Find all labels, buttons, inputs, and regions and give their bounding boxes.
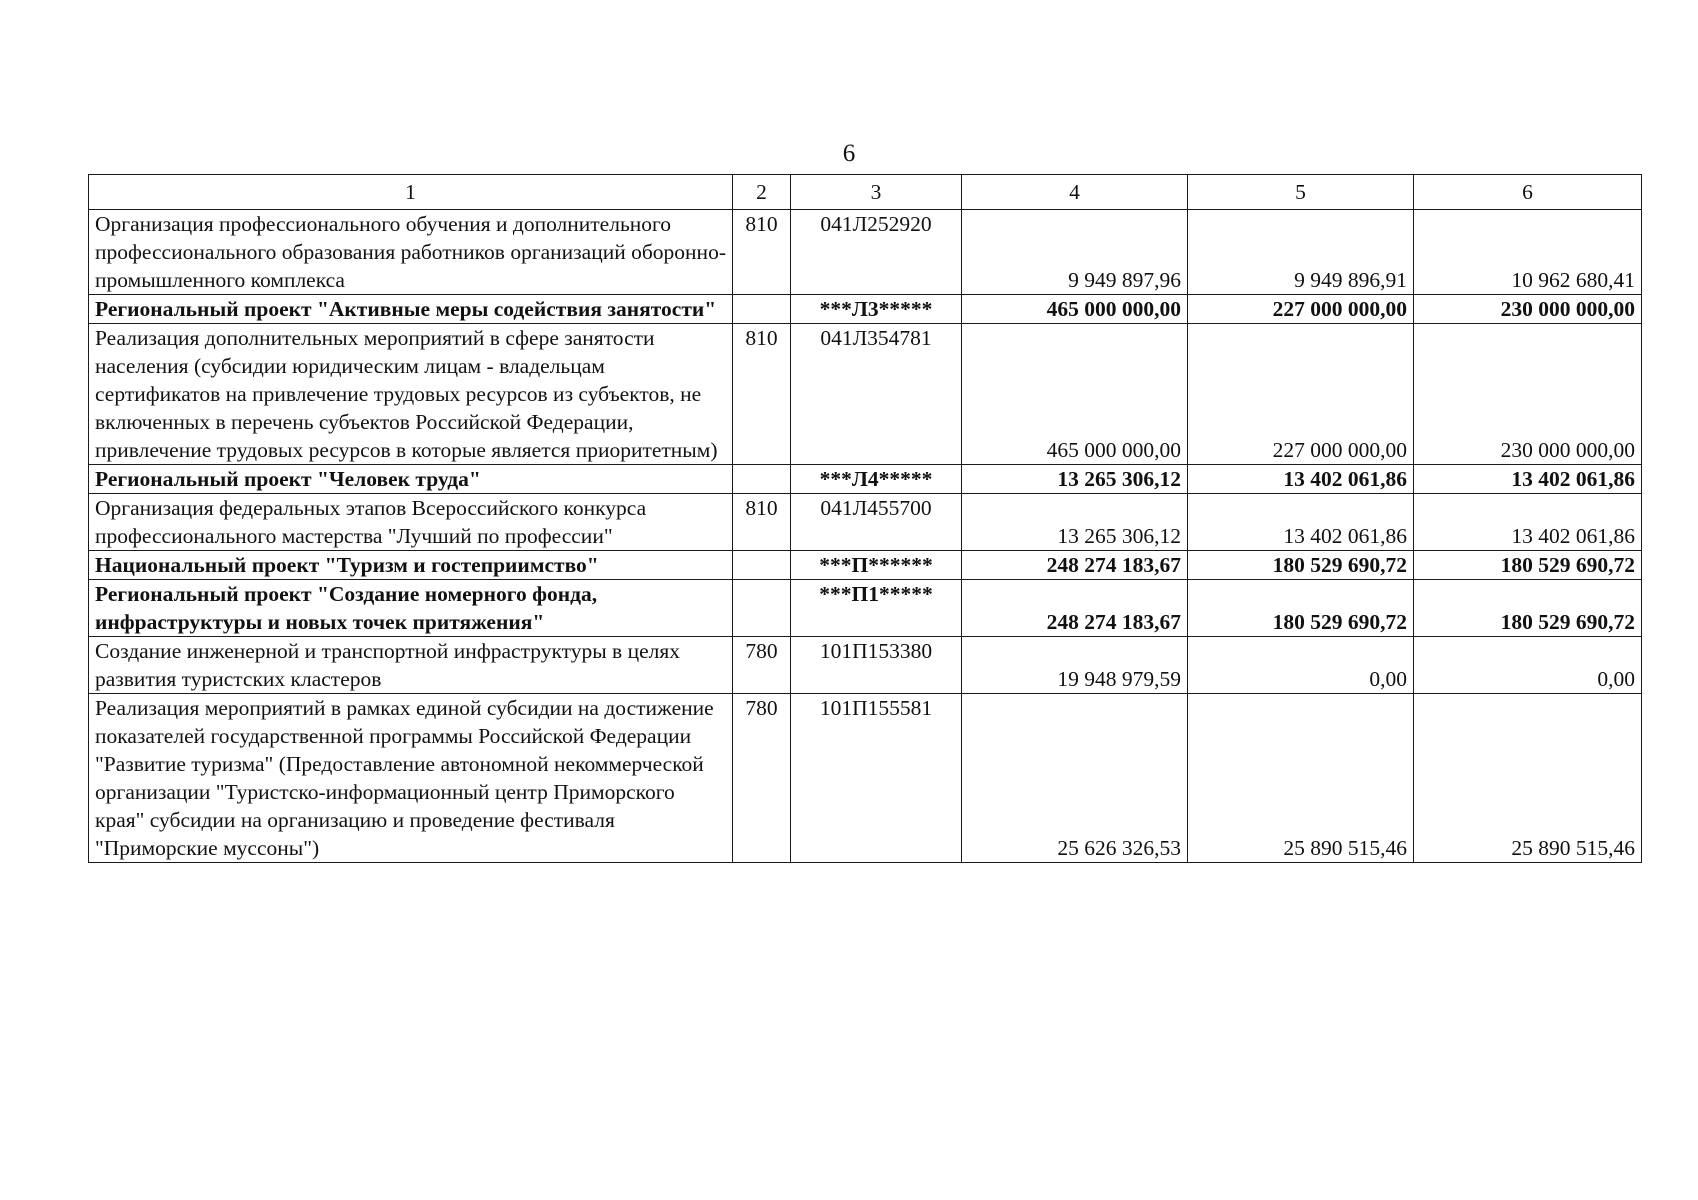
header-cell-4: 4 (962, 175, 1188, 210)
row-amount-4: 9 949 897,96 (962, 210, 1188, 295)
row-amount-5: 25 890 515,46 (1188, 694, 1414, 863)
row-code-3: 041Л354781 (791, 324, 962, 465)
row-amount-6: 230 000 000,00 (1414, 324, 1642, 465)
row-amount-5: 13 402 061,86 (1188, 494, 1414, 551)
row-amount-5: 9 949 896,91 (1188, 210, 1414, 295)
table-row (89, 694, 1642, 863)
table-row (89, 494, 1642, 551)
row-name: Национальный проект "Туризм и гостеприимство" (89, 551, 733, 580)
row-code-2: 780 (733, 637, 791, 694)
row-name: Реализация мероприятий в рамках единой субсидии на достижение показателей государственной программы Российской Федерации "Развитие туризма" (Предоставление автономной некоммерческой организации "Туристско-информационный центр Приморского края" субсидии на организацию и проведение фестиваля "Приморские муссоны") (89, 694, 733, 863)
table-row (89, 637, 1642, 694)
table-row (89, 210, 1642, 295)
row-amount-5: 0,00 (1188, 637, 1414, 694)
table-row (89, 551, 1642, 580)
row-amount-5: 227 000 000,00 (1188, 295, 1414, 324)
row-amount-6: 180 529 690,72 (1414, 551, 1642, 580)
row-amount-4: 25 626 326,53 (962, 694, 1188, 863)
row-amount-4: 19 948 979,59 (962, 637, 1188, 694)
row-code-2 (733, 580, 791, 637)
row-name: Региональный проект "Активные меры содействия занятости" (89, 295, 733, 324)
row-code-2: 810 (733, 210, 791, 295)
header-cell-2: 2 (733, 175, 791, 210)
row-amount-6: 10 962 680,41 (1414, 210, 1642, 295)
row-code-2: 810 (733, 324, 791, 465)
row-code-3: 101П155581 (791, 694, 962, 863)
row-amount-6: 13 402 061,86 (1414, 465, 1642, 494)
row-amount-5: 180 529 690,72 (1188, 580, 1414, 637)
row-code-3: 041Л252920 (791, 210, 962, 295)
row-name: Создание инженерной и транспортной инфраструктуры в целях развития туристских кластеров (89, 637, 733, 694)
row-amount-4: 13 265 306,12 (962, 494, 1188, 551)
budget-table (88, 174, 1642, 863)
row-code-2: 780 (733, 694, 791, 863)
row-amount-4: 248 274 183,67 (962, 580, 1188, 637)
row-code-2 (733, 295, 791, 324)
header-cell-3: 3 (791, 175, 962, 210)
table-row (89, 324, 1642, 465)
row-amount-6: 180 529 690,72 (1414, 580, 1642, 637)
row-name: Организация федеральных этапов Всероссийского конкурса профессионального мастерства "Лучший по профессии" (89, 494, 733, 551)
row-amount-6: 13 402 061,86 (1414, 494, 1642, 551)
row-code-2 (733, 551, 791, 580)
table-row (89, 295, 1642, 324)
row-code-3: ***П****** (791, 551, 962, 580)
row-amount-5: 180 529 690,72 (1188, 551, 1414, 580)
row-amount-5: 227 000 000,00 (1188, 324, 1414, 465)
row-name: Реализация дополнительных мероприятий в сфере занятости населения (субсидии юридическим лицам - владельцам сертификатов на привлечение трудовых ресурсов из субъектов, не включенных в перечень субъектов Российской Федерации, привлечение трудовых ресурсов в которые является приоритетным) (89, 324, 733, 465)
header-cell-6: 6 (1414, 175, 1642, 210)
row-code-3: ***Л3***** (791, 295, 962, 324)
row-code-2: 810 (733, 494, 791, 551)
row-name: Региональный проект "Человек труда" (89, 465, 733, 494)
row-code-3: 101П153380 (791, 637, 962, 694)
header-cell-5: 5 (1188, 175, 1414, 210)
row-amount-4: 465 000 000,00 (962, 324, 1188, 465)
header-cell-1: 1 (89, 175, 733, 210)
row-code-3: 041Л455700 (791, 494, 962, 551)
row-name: Региональный проект "Создание номерного фонда, инфраструктуры и новых точек притяжения" (89, 580, 733, 637)
row-name: Организация профессионального обучения и дополнительного профессионального образования работников организаций оборонно-промышленного комплекса (89, 210, 733, 295)
row-amount-6: 0,00 (1414, 637, 1642, 694)
row-code-2 (733, 465, 791, 494)
row-amount-6: 25 890 515,46 (1414, 694, 1642, 863)
row-amount-4: 248 274 183,67 (962, 551, 1188, 580)
table-row (89, 580, 1642, 637)
row-amount-5: 13 402 061,86 (1188, 465, 1414, 494)
table-header-row (89, 175, 1642, 210)
row-code-3: ***Л4***** (791, 465, 962, 494)
row-amount-4: 13 265 306,12 (962, 465, 1188, 494)
table-row (89, 465, 1642, 494)
row-amount-6: 230 000 000,00 (1414, 295, 1642, 324)
row-code-3: ***П1***** (791, 580, 962, 637)
row-amount-4: 465 000 000,00 (962, 295, 1188, 324)
page-number: 6 (842, 140, 856, 167)
